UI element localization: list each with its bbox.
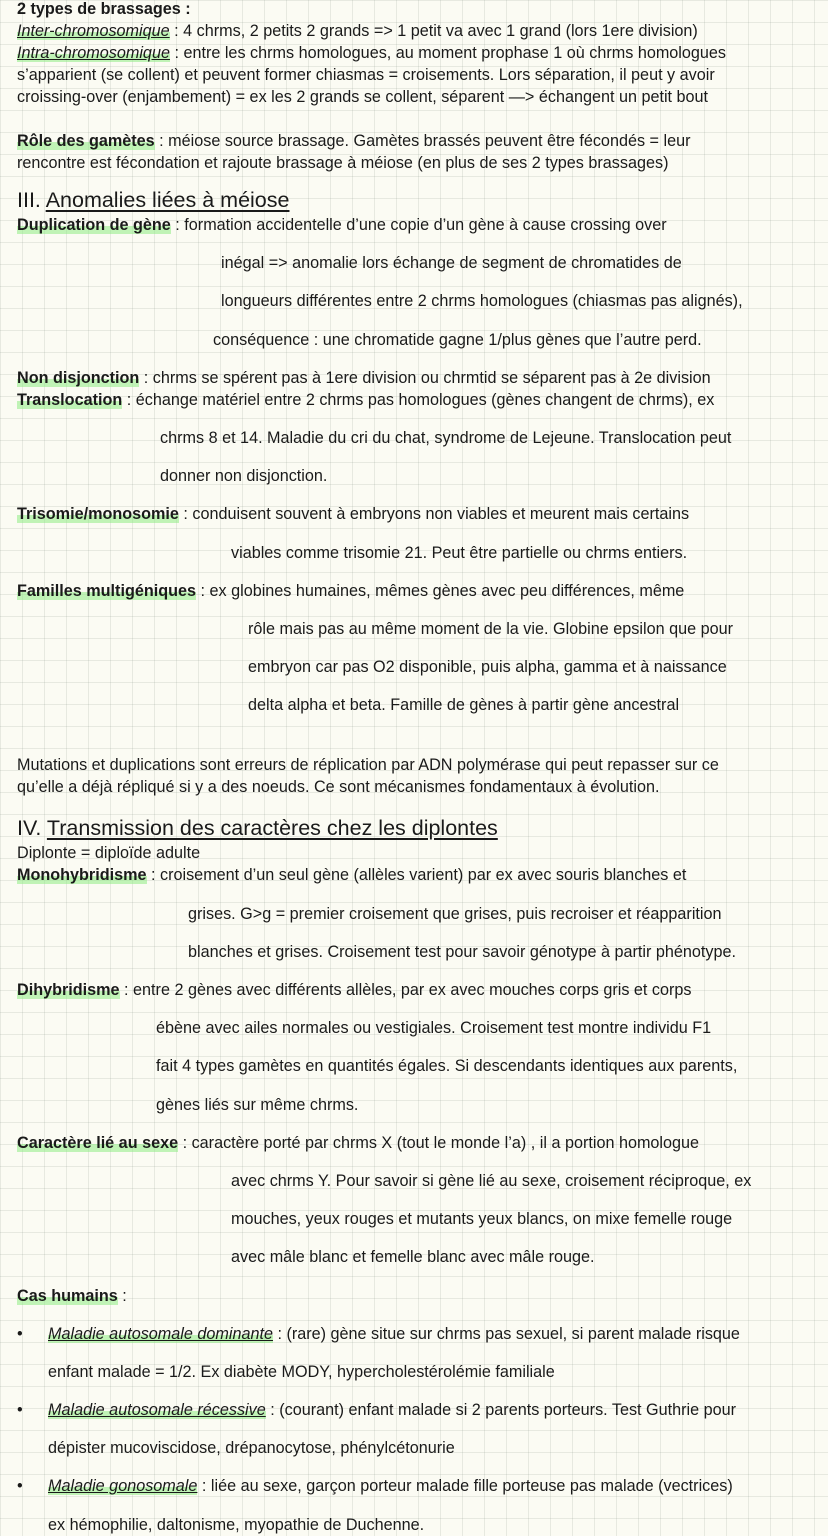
list-item <box>17 1475 818 1497</box>
section4-title: Transmission des caractères chez les diplontes <box>46 816 498 841</box>
list-item-cont: ex hémophilie, daltonisme, myopathie de Duchenne. <box>48 1515 425 1534</box>
duplication-term: Duplication de gène <box>17 216 171 234</box>
translocation-term: Translocation <box>17 390 123 409</box>
mono-line <box>17 864 818 886</box>
di-line-2: ébène avec ailes normales ou vestigiales. Croisement test montre individu F1 <box>156 1019 712 1038</box>
familles-line-2: rôle mais pas au même moment de la vie. Globine epsilon que pour <box>248 619 733 638</box>
intra-term: Intra-chromosomique <box>17 44 170 62</box>
di-line <box>17 979 818 1001</box>
mutations-line: Mutations et duplications sont erreurs de réplication par ADN polymérase qui peut repasser sur ce <box>17 756 719 775</box>
humains-term: Cas humains <box>17 1286 118 1305</box>
trisomie-text: : conduisent souvent à embryons non viables et meurent mais certains <box>178 505 690 524</box>
familles-text: : ex globines humaines, mêmes gènes avec peu différences, même <box>196 581 685 600</box>
nondisjonction-term: Non disjonction <box>17 368 140 387</box>
mutations-line-2: qu’elle a déjà répliqué si y a des noeuds. Ce sont mécanismes fondamentaux à évolution. <box>17 778 660 797</box>
familles-line-4: delta alpha et beta. Famille de gènes à partir gène ancestral <box>248 696 680 715</box>
sexe-text: : caractère porté par chrms X (tout le monde l’a) , il a portion homologue <box>178 1133 700 1152</box>
mono-text: : croisement d’un seul gène (allèles varient) par ex avec souris blanches et <box>146 866 687 885</box>
diplonte-line: Diplonte = diploïde adulte <box>17 844 201 863</box>
section3-heading <box>17 186 818 214</box>
sexe-term: Caractère lié au sexe <box>17 1133 179 1152</box>
translocation-line <box>17 389 818 411</box>
duplication-line-4: conséquence : une chromatide gagne 1/plus gènes que l’autre perd. <box>213 330 702 349</box>
gametes-text: : méiose source brassage. Gamètes brassés peuvent être fécondés = leur <box>154 132 691 150</box>
gametes-line <box>17 130 818 152</box>
inter-line <box>17 20 818 42</box>
inter-term: Inter-chromosomique <box>17 22 170 40</box>
di-text: : entre 2 gènes avec différents allèles, par ex avec mouches corps gris et corps <box>119 981 692 999</box>
trisomie-line-2: viables comme trisomie 21. Peut être partielle ou chrms entiers. <box>231 543 688 562</box>
humains-item-text: : liée au sexe, garçon porteur malade fille porteuse pas malade (vectrices) <box>197 1477 733 1496</box>
intra-line-3: croissing-over (enjambement) = ex les 2 grands se collent, séparent —> échangent un petit bout <box>17 88 709 106</box>
section4-heading <box>17 814 818 842</box>
translocation-line-2: chrms 8 et 14. Maladie du cri du chat, syndrome de Lejeune. Translocation peut <box>160 428 732 447</box>
sexe-line-4: avec mâle blanc et femelle blanc avec mâle rouge. <box>231 1248 595 1267</box>
translocation-line-3: donner non disjonction. <box>160 467 328 486</box>
humains-colon: : <box>117 1286 127 1305</box>
mono-term: Monohybridisme <box>17 866 147 885</box>
humains-item-text: : (courant) enfant malade si 2 parents porteurs. Test Guthrie pour <box>265 1401 737 1420</box>
gametes-term: Rôle des gamètes <box>17 132 155 150</box>
humains-item-text: : (rare) gène situe sur chrms pas sexuel, si parent malade risque <box>272 1324 740 1343</box>
duplication-line-3: longueurs différentes entre 2 chrms homologues (chiasmas pas alignés), <box>221 292 743 311</box>
humains-item-term: Maladie autosomale dominante <box>48 1324 273 1343</box>
trisomie-line <box>17 503 818 525</box>
humains-item-term: Maladie gonosomale <box>48 1477 198 1496</box>
section4-num: IV. <box>17 816 47 841</box>
humains-item-term: Maladie autosomale récessive <box>48 1401 266 1420</box>
translocation-text: : échange matériel entre 2 chrms pas homologues (gènes changent de chrms), ex <box>122 390 715 409</box>
list-item-cont: dépister mucoviscidose, drépanocytose, phénylcétonurie <box>48 1439 455 1458</box>
di-line-4: gènes liés sur même chrms. <box>156 1095 359 1114</box>
sexe-line-2: avec chrms Y. Pour savoir si gène lié au sexe, croisement réciproque, ex <box>231 1171 752 1190</box>
trisomie-term: Trisomie/monosomie <box>17 505 179 524</box>
nondisjonction-line <box>17 367 818 389</box>
mono-line-2: grises. G>g = premier croisement que grises, puis recroiser et réapparition <box>188 904 722 923</box>
duplication-text: : formation accidentelle d’une copie d’un gène à cause crossing over <box>170 216 667 234</box>
nondisjonction-text: : chrms se spérent pas à 1ere division ou chrmtid se séparent pas à 2e division <box>139 368 711 387</box>
di-line-3: fait 4 types gamètes en quantités égales. Si descendants identiques aux parents, <box>156 1057 738 1076</box>
duplication-line-2: inégal => anomalie lors échange de segment de chromatides de <box>221 254 682 273</box>
familles-line-3: embryon car pas O2 disponible, puis alpha, gamma et à naissance <box>248 658 727 677</box>
humains-line <box>17 1285 818 1307</box>
list-item <box>17 1323 818 1345</box>
sexe-line-3: mouches, yeux rouges et mutants yeux blancs, on mixe femelle rouge <box>231 1210 733 1229</box>
list-item-cont: enfant malade = 1/2. Ex diabète MODY, hypercholestérolémie familiale <box>48 1362 555 1381</box>
inter-text: : 4 chrms, 2 petits 2 grands => 1 petit va avec 1 grand (lors 1ere division) <box>169 22 698 40</box>
mono-line-3: blanches et grises. Croisement test pour savoir génotype à partir phénotype. <box>188 942 736 961</box>
gametes-line-2: rencontre est fécondation et rajoute brassage à méiose (en plus de ses 2 types brassages) <box>17 154 669 172</box>
section3-num: III. <box>17 188 46 212</box>
intra-line-2: s’apparient (se collent) et peuvent former chiasmas = croisements. Lors séparation, il peut y avoir <box>17 66 715 84</box>
section3-title: Anomalies liées à méiose <box>45 188 290 212</box>
intra-line <box>17 42 818 64</box>
di-term: Dihybridisme <box>17 981 120 999</box>
intra-text: : entre les chrms homologues, au moment prophase 1 où chrms homologues <box>169 44 727 62</box>
list-item <box>17 1399 818 1421</box>
familles-line <box>17 580 818 602</box>
duplication-line <box>17 214 818 236</box>
familles-term: Familles multigéniques <box>17 581 197 600</box>
sexe-line <box>17 1132 818 1154</box>
brassage-title: 2 types de brassages : <box>17 0 191 18</box>
